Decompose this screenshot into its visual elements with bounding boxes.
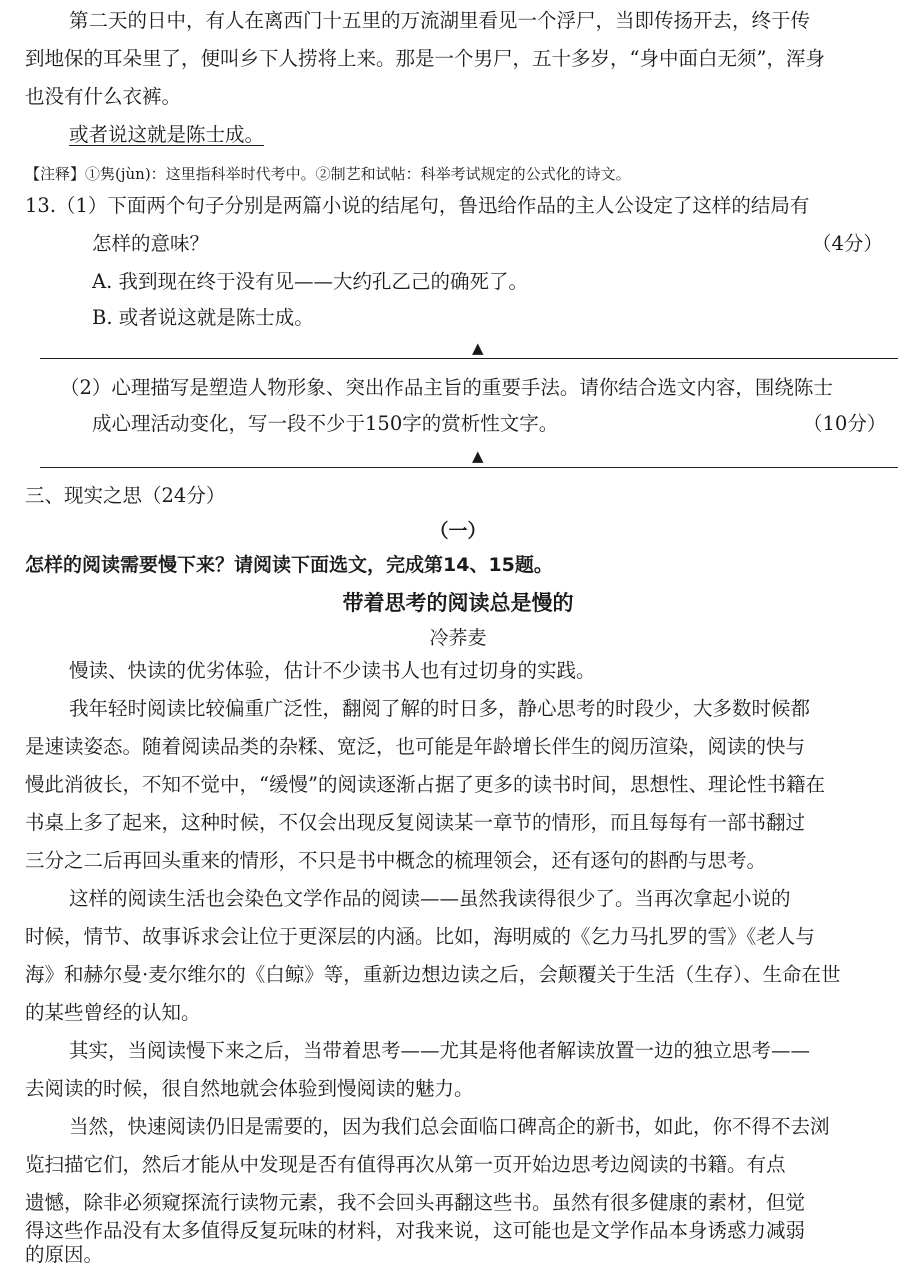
option-b: B. 或者说这就是陈士成。	[92, 306, 314, 329]
question-13-part1: 13.（1）下面两个句子分别是两篇小说的结尾句，鲁迅给作品的主人公设定了这样的结局有	[25, 194, 810, 217]
question-13-part2-cont: 成心理活动变化，写一段不少于150字的赏析性文字。	[92, 412, 559, 435]
section-heading: 三、现实之思（24分）	[25, 484, 226, 507]
article-paragraph-line: 我年轻时阅读比较偏重广泛性，翻阅了解的时日多，静心思考的时段少，大多数时候都	[69, 697, 811, 720]
story-line: 也没有什么衣裤。	[25, 85, 182, 108]
article-paragraph-line: 的原因。	[25, 1243, 104, 1266]
article-paragraph-line: 其实，当阅读慢下来之后，当带着思考——尤其是将他者解读放置一边的独立思考——	[69, 1039, 811, 1062]
article-paragraph-line: 遗憾，除非必须窥探流行读物元素，我不会回头再翻这些书。虽然有很多健康的素材，但觉	[25, 1191, 806, 1214]
answer-triangle-marker: ▲	[472, 447, 484, 465]
question-13-part1-score: （4分）	[812, 232, 883, 255]
article-author: 冷荞麦	[429, 627, 487, 649]
question-13-part2-score: （10分）	[803, 412, 887, 435]
article-paragraph-line: 慢此消彼长，不知不觉中，“缓慢”的阅读逐渐占据了更多的读书时间，思想性、理论性书籍在	[25, 773, 825, 796]
story-line: 到地保的耳朵里了，便叫乡下人捞将上来。那是一个男尸，五十多岁，“身中面白无须”，浑身	[25, 47, 825, 70]
answer-line[interactable]	[40, 467, 898, 468]
question-13-part2: （2）心理描写是塑造人物形象、突出作品主旨的重要手法。请你结合选文内容，围绕陈士	[60, 376, 833, 399]
article-paragraph-line: 慢读、快读的优劣体验，估计不少读书人也有过切身的实践。	[69, 659, 596, 682]
article-paragraph-line: 三分之二后再回头重来的情形，不只是书中概念的梳理领会，还有逐句的斟酌与思考。	[25, 849, 767, 872]
story-line: 第二天的日中，有人在离西门十五里的万流湖里看见一个浮尸，当即传扬开去，终于传	[69, 9, 811, 32]
article-paragraph-line: 海》和赫尔曼·麦尔维尔的《白鲸》等，重新边想边读之后，会颠覆关于生活（生存）、生命在世	[25, 963, 841, 986]
article-paragraph-line: 时候，情节、故事诉求会让位于更深层的内涵。比如，海明威的《乞力马扎罗的雪》《老人与	[25, 925, 815, 948]
article-paragraph-line: 的某些曾经的认知。	[25, 1001, 201, 1024]
article-paragraph-line: 得这些作品没有太多值得反复玩味的材料，对我来说，这可能也是文学作品本身诱惑力减弱	[25, 1219, 806, 1242]
answer-line[interactable]	[40, 358, 898, 359]
article-paragraph-line: 览扫描它们，然后才能从中发现是否有值得再次从第一页开始边思考边阅读的书籍。有点	[25, 1153, 786, 1176]
article-paragraph-line: 去阅读的时候，很自然地就会体验到慢阅读的魅力。	[25, 1077, 474, 1100]
article-title: 带着思考的阅读总是慢的	[342, 591, 574, 615]
article-paragraph-line: 这样的阅读生活也会染色文学作品的阅读——虽然我读得很少了。当再次拿起小说的	[69, 887, 791, 910]
story-conclusion: 或者说这就是陈士成。	[69, 123, 265, 146]
question-13-part1-cont: 怎样的意味？	[92, 232, 210, 255]
article-paragraph-line: 当然，快速阅读仍旧是需要的，因为我们总会面临口碑高企的新书，如此，你不得不去浏	[69, 1115, 830, 1138]
answer-triangle-marker: ▲	[472, 339, 484, 357]
option-a: A. 我到现在终于没有见——大约孔乙己的确死了。	[92, 270, 528, 293]
article-paragraph-line: 是速读姿态。随着阅读品类的杂糅、宽泛，也可能是年龄增长伴生的阅历渲染，阅读的快与	[25, 735, 806, 758]
annotation-note: 【注释】①隽(jùn)：这里指科举时代考中。②制艺和试帖：科举考试规定的公式化的诗文。	[25, 165, 631, 183]
reading-instruction: 怎样的阅读需要慢下来？请阅读下面选文，完成第14、15题。	[25, 554, 553, 576]
article-paragraph-line: 书桌上多了起来，这种时候，不仅会出现反复阅读某一章节的情形，而且每每有一部书翻过	[25, 811, 806, 834]
subsection-number: （一）	[429, 520, 487, 542]
